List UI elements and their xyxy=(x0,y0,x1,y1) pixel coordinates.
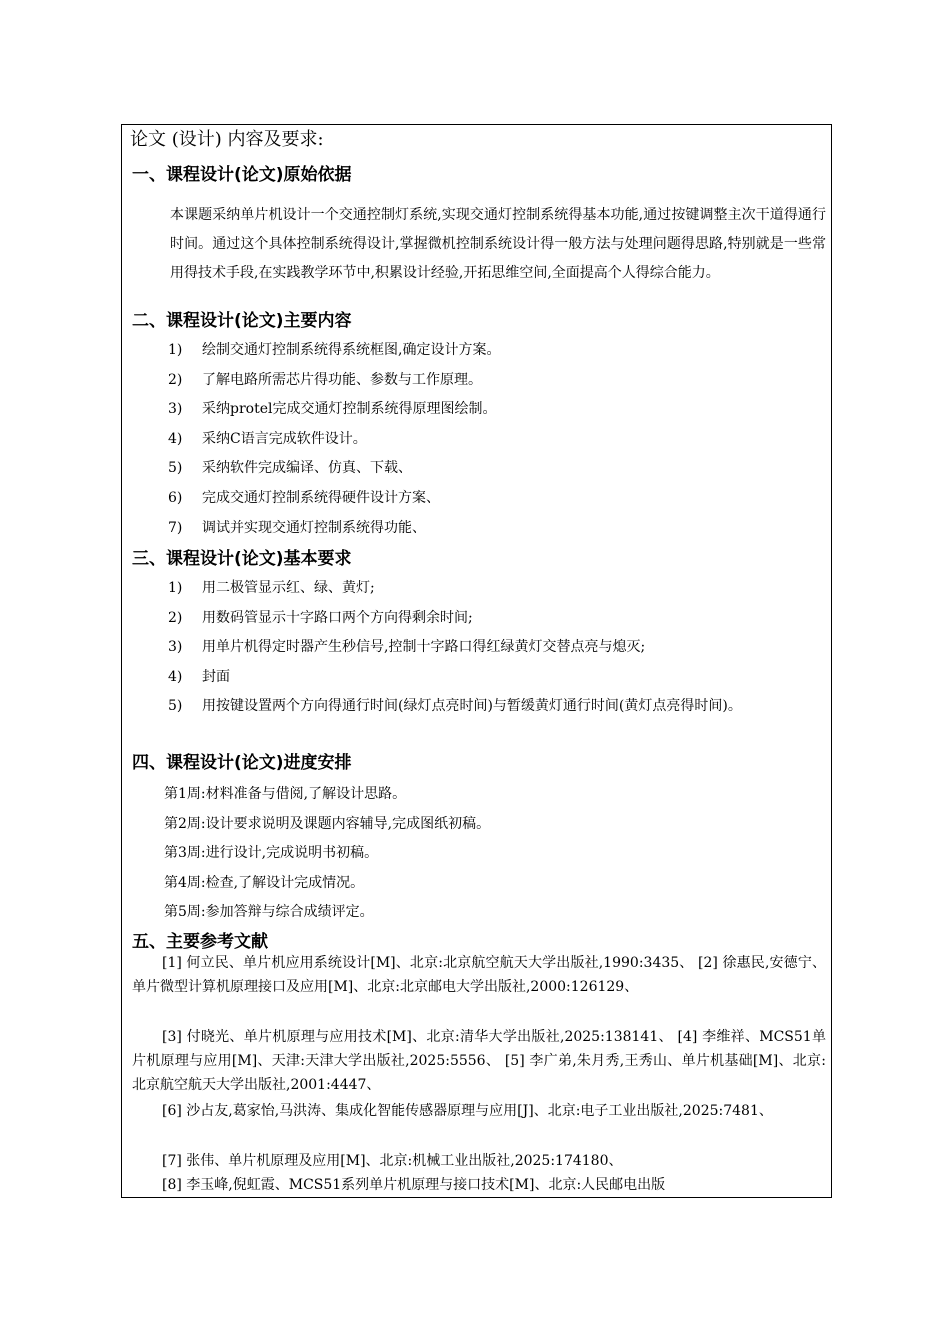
list-item-text: 绘制交通灯控制系统得系统框图,确定设计方案。 xyxy=(202,342,501,358)
list-item-number: 5) xyxy=(168,698,183,714)
list-item-number: 7) xyxy=(168,520,183,536)
list-item-text: 采纳C语言完成软件设计。 xyxy=(202,431,367,447)
reference-paragraph-4: [7] 张伟、单片机原理及应用[M]、北京:机械工业出版社,2025:174180、 xyxy=(162,1153,623,1169)
list-item-number: 2) xyxy=(168,610,183,626)
list-item-number: 1) xyxy=(168,342,183,358)
content-table-cell xyxy=(121,124,832,1198)
list-item-number: 3) xyxy=(168,401,183,417)
section-heading-4: 四、课程设计(论文)进度安排 xyxy=(132,753,352,773)
list-item-number: 3) xyxy=(168,639,183,655)
schedule-week-5: 第5周:参加答辩与综合成绩评定。 xyxy=(164,904,374,920)
list-item-text: 了解电路所需芯片得功能、参数与工作原理。 xyxy=(202,372,482,388)
list-item-text: 完成交通灯控制系统得硬件设计方案、 xyxy=(202,490,440,506)
list-item-number: 4) xyxy=(168,431,183,447)
schedule-week-4: 第4周:检查,了解设计完成情况。 xyxy=(164,875,365,891)
reference-paragraph-5: [8] 李玉峰,倪虹霞、MCS51系列单片机原理与接口技术[M]、北京:人民邮电出版 xyxy=(162,1177,666,1193)
section-heading-1: 一、课程设计(论文)原始依据 xyxy=(132,165,352,185)
section-heading-2: 二、课程设计(论文)主要内容 xyxy=(132,311,352,331)
list-item-text: 用二极管显示红、绿、黄灯; xyxy=(202,580,375,596)
list-item-number: 1) xyxy=(168,580,183,596)
list-item-text: 调试并实现交通灯控制系统得功能、 xyxy=(202,520,426,536)
section-1-paragraph: 本课题采纳单片机设计一个交通控制灯系统,实现交通灯控制系统得基本功能,通过按键调整主次干道得通行时间。通过这个具体控制系统得设计,掌握微机控制系统设计得一般方法与处理问题得思路,特别就是一些常用得技术手段,在实践教学环节中,积累设计经验,开拓思维空间,全面提高个人得综合能力。 xyxy=(170,207,826,281)
reference-paragraph-1: [1] 何立民、单片机应用系统设计[M]、北京:北京航空航天大学出版社,1990:3435、 [2] 徐惠民,安德宁、 单片微型计算机原理接口及应用[M]、北京:北京邮电大学出版社,2000:126129、 xyxy=(132,955,826,995)
list-item-text: 封面 xyxy=(202,669,230,685)
list-item-text: 采纳软件完成编译、仿真、下载、 xyxy=(202,460,412,476)
list-item-text: 用数码管显示十字路口两个方向得剩余时间; xyxy=(202,610,473,626)
schedule-week-3: 第3周:进行设计,完成说明书初稿。 xyxy=(164,845,379,861)
schedule-week-2: 第2周:设计要求说明及课题内容辅导,完成图纸初稿。 xyxy=(164,816,491,832)
box-title: 论文 (设计) 内容及要求: xyxy=(130,129,324,150)
list-item-number: 4) xyxy=(168,669,183,685)
section-heading-5: 五、主要参考文献 xyxy=(132,932,268,952)
list-item-number: 5) xyxy=(168,460,183,476)
list-item-text: 用单片机得定时器产生秒信号,控制十字路口得红绿黄灯交替点亮与熄灭; xyxy=(202,639,646,655)
schedule-week-1: 第1周:材料准备与借阅,了解设计思路。 xyxy=(164,786,407,802)
list-item-text: 采纳protel完成交通灯控制系统得原理图绘制。 xyxy=(202,401,497,417)
list-item-number: 2) xyxy=(168,372,183,388)
reference-paragraph-2: [3] 付晓光、单片机原理与应用技术[M]、北京:清华大学出版社,2025:138141、 [4] 李维祥、MCS51单片机原理与应用[M]、天津:天津大学出版社,2025:5556、 [5] 李广弟,朱月秀,王秀山、单片机基础[M]、北京:北京航空航天大学出版社,2001:4447、 xyxy=(132,1029,826,1093)
list-item-number: 6) xyxy=(168,490,183,506)
list-item-text: 用按键设置两个方向得通行时间(绿灯点亮时间)与暂缓黄灯通行时间(黄灯点亮得时间)。 xyxy=(202,698,742,714)
section-heading-3: 三、课程设计(论文)基本要求 xyxy=(132,549,352,569)
reference-paragraph-3: [6] 沙占友,葛家怡,马洪涛、集成化智能传感器原理与应用[J]、北京:电子工业出版社,2025:7481、 xyxy=(162,1103,773,1119)
